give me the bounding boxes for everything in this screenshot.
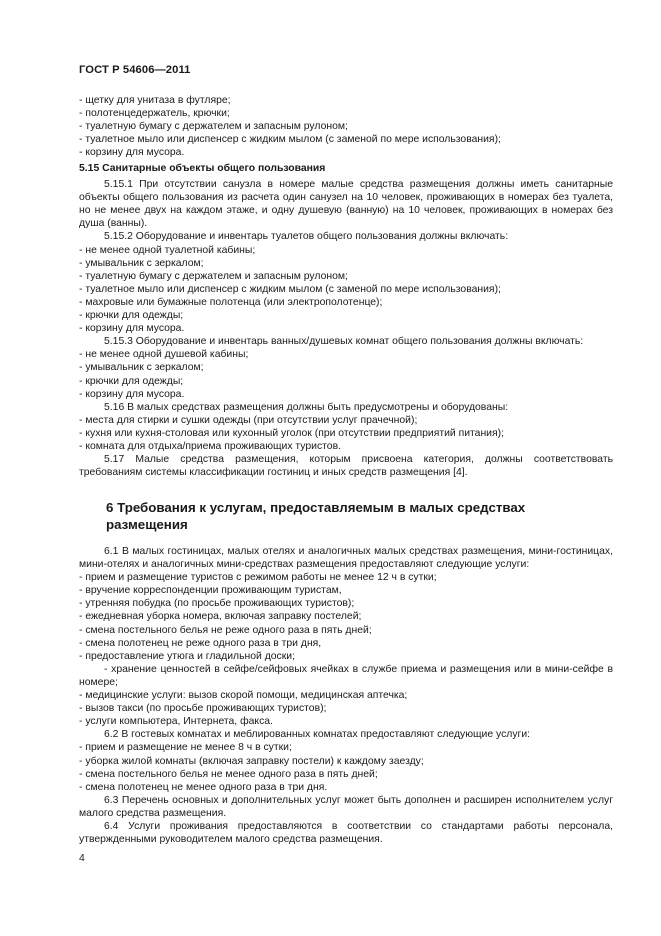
- paragraph-6-4: 6.4 Услуги проживания предоставляются в соответствии со стандартами работы персонала, утвержденными руководителем малого средства размещения.: [79, 820, 613, 846]
- list-item: - вызов такси (по просьбе проживающих туристов);: [79, 703, 327, 715]
- list-item: - смена полотенец не реже одного раза в три дня,: [79, 637, 322, 649]
- list-item: - смена постельного белья не менее одного раза в пять дней;: [79, 768, 378, 780]
- list-item: - умывальник с зеркалом;: [79, 362, 204, 374]
- list-item: - смена постельного белья не реже одного раза в пять дней;: [79, 624, 372, 636]
- list-item: - корзину для мусора.: [79, 323, 185, 335]
- paragraph-6-3: 6.3 Перечень основных и дополнительных услуг может быть дополнен и расширен исполнителем услуг малого средства размещения.: [79, 794, 613, 819]
- paragraph-6-1: 6.1 В малых гостиницах, малых отелях и аналогичных малых средствах размещения, мини-гостиницах, мини-отелях и аналогичных мини-средствах размещения предоставляют следующие услуги:: [79, 546, 613, 571]
- list-item: - полотенцедержатель, крючки;: [79, 108, 230, 120]
- list-item: - кухня или кухня-столовая или кухонный уголок (при отсутствии предприятий питания);: [79, 427, 504, 439]
- list-item: - туалетное мыло или диспенсер с жидким мылом (с заменой по мере использования);: [79, 134, 501, 146]
- list-item: - щетку для унитаза в футляре;: [79, 95, 231, 106]
- paragraph-5-15-1: 5.15.1 При отсутствии санузла в номере малые средства размещения должны иметь санитарные объекты общего пользования из расчета один санузел на 10 человек, проживающих в номерах без туалета, но не менее двух на каждом этаже, и одну душевую (ванную) на 10 человек, проживающих в номерах без душа (ванны).: [79, 179, 613, 230]
- paragraph-5-15-3: 5.15.3 Оборудование и инвентарь ванных/душевых комнат общего пользования должны включать:: [104, 336, 584, 348]
- list-item: - прием и размещение не менее 8 ч в сутки;: [79, 742, 292, 754]
- section-6-body: [79, 545, 613, 846]
- list-item: - ежедневная уборка номера, включая заправку постелей;: [79, 611, 362, 623]
- paragraph-5-17: 5.17 Малые средства размещения, которым присвоена категория, должны соответствовать требованиям системы классификации гостиниц и иных средств размещения [4].: [79, 454, 613, 479]
- subsection-heading: 5.15 Санитарные объекты общего пользования: [79, 163, 326, 174]
- list-item: - уборка жилой комнаты (включая заправку постели) к каждому заезду;: [79, 755, 424, 767]
- list-item: - туалетное мыло или диспенсер с жидким мылом (с заменой по мере использования);: [79, 283, 501, 295]
- paragraph-6-2: 6.2 В гостевых комнатах и меблированных комнатах предоставляют следующие услуги:: [104, 729, 531, 741]
- list-item: - вручение корреспонденции проживающим туристам,: [79, 585, 342, 597]
- list-item: - умывальник с зеркалом;: [79, 257, 204, 269]
- list-item: - корзину для мусора.: [79, 388, 185, 400]
- list-item: - медицинские услуги: вызов скорой помощи, медицинская аптечка;: [79, 690, 408, 702]
- list-item: - прием и размещение туристов с режимом работы не менее 12 ч в сутки;: [79, 572, 437, 584]
- document-header: ГОСТ Р 54606—2011: [79, 64, 191, 76]
- paragraph-5-16: 5.16 В малых средствах размещения должны быть предусмотрены и оборудованы:: [104, 401, 509, 413]
- list-item: - не менее одной душевой кабины;: [79, 349, 249, 361]
- list-item: - крючки для одежды;: [79, 375, 184, 387]
- equipment-list-continued: [79, 94, 613, 159]
- list-item: - комната для отдыха/приема проживающих туристов.: [79, 440, 341, 452]
- section-6-title: 6 Требования к услугам, предоставляемым в малых средствах размещения: [106, 500, 526, 532]
- list-item: - туалетную бумагу с держателем и запасным рулоном;: [79, 270, 348, 282]
- list-item: - хранение ценностей в сейфе/сейфовых ячейках в службе приема и размещения или в мини-сейфе в номере;: [79, 663, 613, 688]
- paragraph-5-15-2: 5.15.2 Оборудование и инвентарь туалетов общего пользования должны включать:: [104, 231, 509, 243]
- list-item: - смена полотенец не менее одного раза в три дня.: [79, 781, 328, 793]
- list-item: - услуги компьютера, Интернета, факса.: [79, 716, 273, 728]
- list-item: - не менее одной туалетной кабины;: [79, 244, 256, 256]
- list-item: - утренняя побудка (по просьбе проживающих туристов);: [79, 598, 355, 610]
- page-number: 4: [79, 853, 85, 864]
- section-5-15: [79, 162, 613, 479]
- list-item: - крючки для одежды;: [79, 310, 184, 322]
- list-item: - туалетную бумагу с держателем и запасным рулоном;: [79, 121, 348, 133]
- list-item: - махровые или бумажные полотенца (или электрополотенце);: [79, 296, 383, 308]
- list-item: - предоставление утюга и гладильной доски;: [79, 650, 295, 662]
- list-item: - места для стирки и сушки одежды (при отсутствии услуг прачечной);: [79, 414, 418, 426]
- list-item: - корзину для мусора.: [79, 147, 185, 159]
